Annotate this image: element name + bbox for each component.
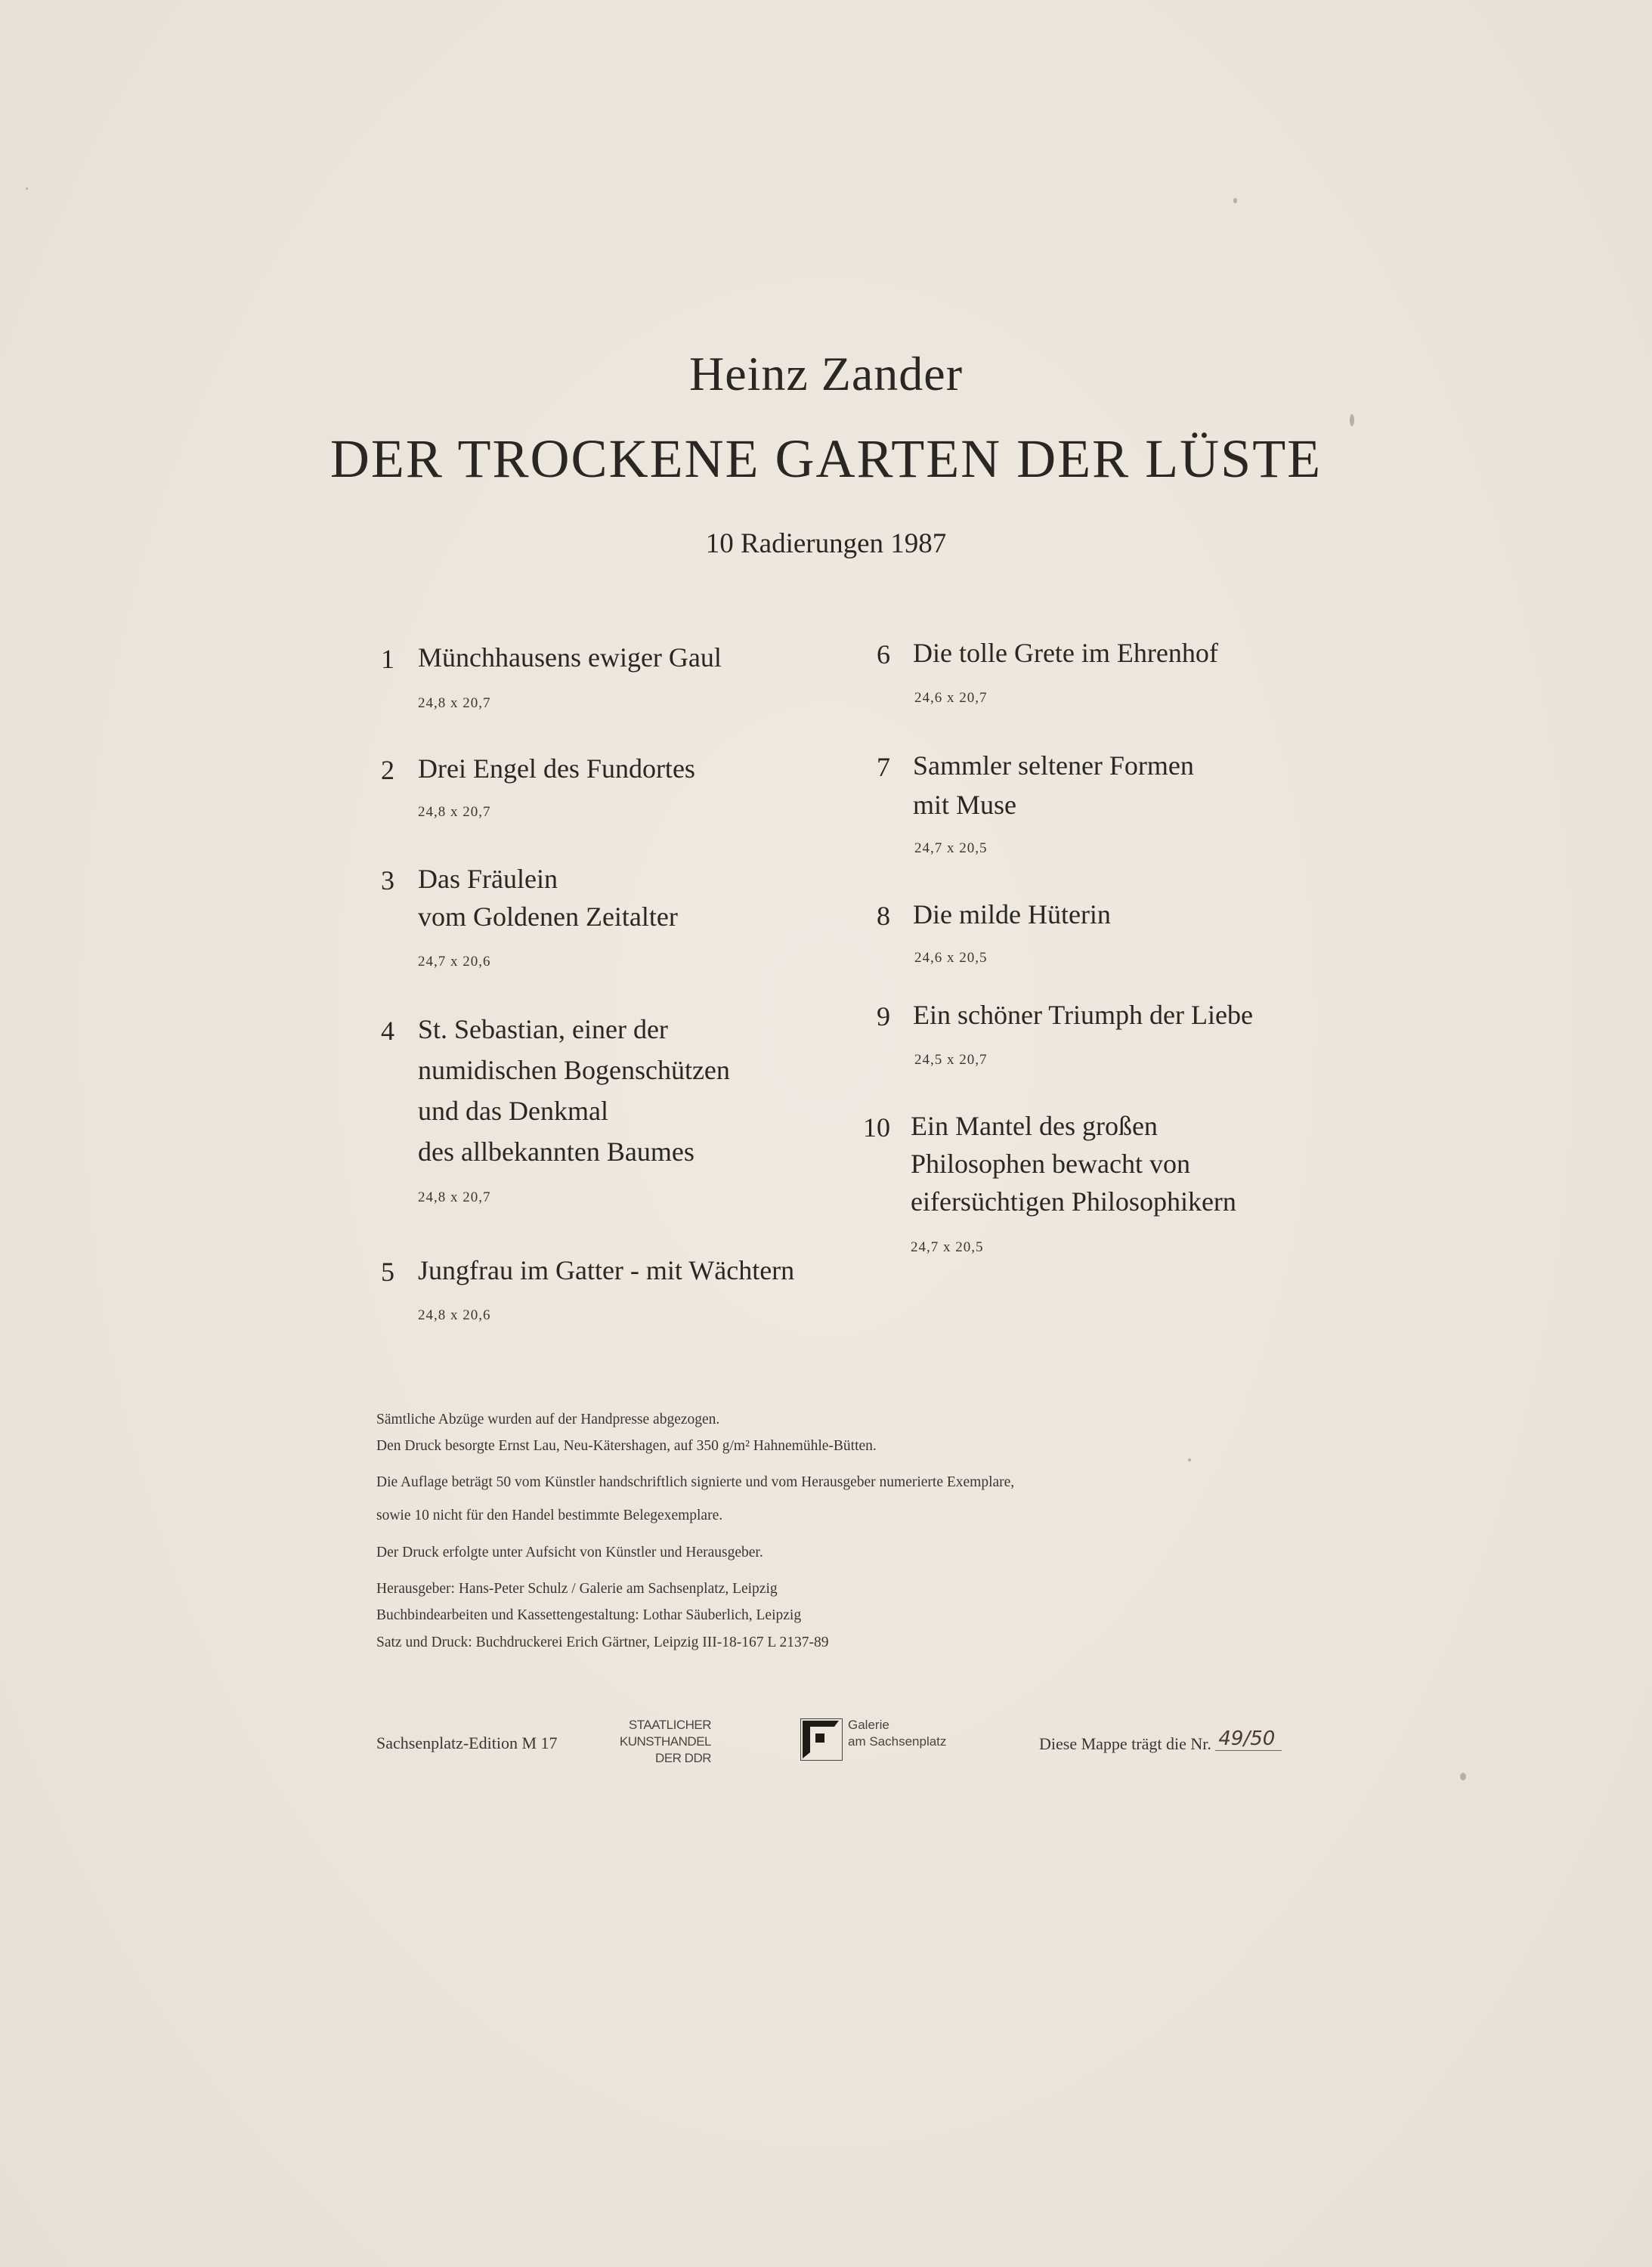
work-title: numidischen Bogenschützen	[418, 1055, 730, 1085]
work-title: Jungfrau im Gatter - mit Wächtern	[418, 1255, 795, 1285]
work-number: 10	[863, 1112, 890, 1143]
copy-number-label: Diese Mappe trägt die Nr.	[1039, 1734, 1211, 1753]
work-title: St. Sebastian, einer der	[418, 1014, 668, 1044]
work-number: 7	[877, 752, 890, 782]
logo-text-left	[620, 1717, 711, 1767]
work-title: Münchhausens ewiger Gaul	[418, 642, 722, 673]
colophon-line: Der Druck erfolgte unter Aufsicht von Künstler und Herausgeber.	[376, 1545, 763, 1560]
paper-speck	[1188, 1458, 1191, 1461]
work-title: Drei Engel des Fundortes	[418, 753, 695, 784]
work-dimensions: 24,8 x 20,7	[418, 695, 491, 711]
paper-speck	[1350, 414, 1354, 426]
work-dimensions: 24,8 x 20,7	[418, 804, 491, 820]
work-dimensions: 24,7 x 20,5	[911, 1239, 984, 1255]
work-title: Das Fräulein	[418, 864, 558, 894]
work-title: mit Muse	[913, 790, 1017, 820]
work-number: 5	[381, 1257, 394, 1287]
work-dimensions: 24,5 x 20,7	[914, 1052, 988, 1068]
work-number: 3	[381, 865, 394, 895]
edition-label: Sachsenplatz-Edition M 17	[376, 1733, 558, 1752]
work-title: Die milde Hüterin	[913, 899, 1111, 929]
work-dimensions: 24,6 x 20,7	[914, 690, 988, 706]
colophon-line: Buchbindearbeiten und Kassettengestaltung: Lothar Säuberlich, Leipzig	[376, 1607, 802, 1623]
logo-text-right	[848, 1717, 946, 1750]
colophon-line: Satz und Druck: Buchdruckerei Erich Gärtner, Leipzig III-18-167 L 2137-89	[376, 1635, 829, 1650]
work-dimensions: 24,7 x 20,6	[418, 954, 491, 970]
work-title: Ein Mantel des großen	[911, 1111, 1158, 1141]
work-number: 2	[381, 755, 394, 785]
gallery-logo-icon	[800, 1718, 843, 1761]
work-title: vom Goldenen Zeitalter	[418, 902, 678, 932]
work-dimensions: 24,6 x 20,5	[914, 950, 988, 966]
colophon-line: Die Auflage beträgt 50 vom Künstler handschriftlich signierte und vom Herausgeber numerierte Exemplare,	[376, 1474, 1015, 1490]
paper-speck	[26, 187, 28, 190]
colophon-line: Sämtliche Abzüge wurden auf der Handpresse abgezogen.	[376, 1412, 720, 1427]
work-number: 6	[877, 639, 890, 670]
work-title: Philosophen bewacht von	[911, 1149, 1190, 1179]
logo-line: STAATLICHER	[628, 1718, 711, 1732]
work-title: und das Denkmal	[418, 1096, 608, 1126]
portfolio-title: DER TROCKENE GARTEN DER LÜSTE	[329, 428, 1323, 489]
logo-line: DER DDR	[655, 1751, 711, 1765]
work-number: 4	[381, 1016, 394, 1046]
work-number: 1	[381, 644, 394, 674]
copy-number-field	[1039, 1727, 1282, 1755]
work-title: Ein schöner Triumph der Liebe	[913, 1000, 1253, 1030]
colophon-line: sowie 10 nicht für den Handel bestimmte Belegexemplare.	[376, 1508, 723, 1523]
work-title: eifersüchtigen Philosophikern	[911, 1186, 1236, 1217]
work-dimensions: 24,8 x 20,7	[418, 1189, 491, 1205]
paper-speck	[1233, 198, 1237, 203]
artist-name: Heinz Zander	[688, 347, 964, 401]
colophon-line: Herausgeber: Hans-Peter Schulz / Galerie am Sachsenplatz, Leipzig	[376, 1581, 778, 1597]
copy-number-handwritten: 49/50	[1215, 1727, 1282, 1751]
work-title: Sammler seltener Formen	[913, 750, 1194, 781]
work-title: Die tolle Grete im Ehrenhof	[913, 638, 1218, 668]
work-dimensions: 24,7 x 20,5	[914, 840, 988, 856]
work-title: des allbekannten Baumes	[418, 1137, 695, 1167]
logo-line: KUNSTHANDEL	[619, 1734, 711, 1749]
logo-line: Galerie	[848, 1718, 889, 1732]
colophon-line: Den Druck besorgte Ernst Lau, Neu-Kätershagen, auf 350 g/m² Hahnemühle-Bütten.	[376, 1438, 877, 1454]
work-dimensions: 24,8 x 20,6	[418, 1307, 491, 1323]
logo-line: am Sachsenplatz	[848, 1734, 947, 1749]
work-number: 9	[877, 1001, 890, 1031]
portfolio-subtitle: 10 Radierungen 1987	[705, 528, 947, 559]
work-number: 8	[877, 901, 890, 931]
paper-speck	[1460, 1773, 1466, 1780]
